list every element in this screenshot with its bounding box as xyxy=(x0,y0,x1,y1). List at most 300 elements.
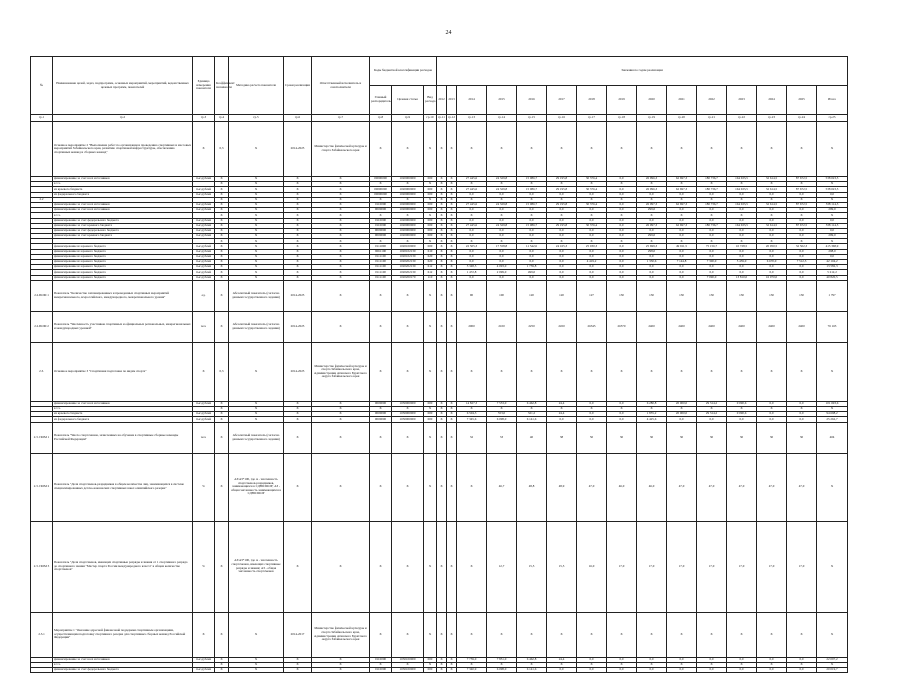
table-cell: 0,0 xyxy=(607,667,637,672)
table-cell: Х xyxy=(547,406,577,411)
table-cell: тыс.рублей xyxy=(193,417,215,422)
table-cell: 0,0 xyxy=(547,254,577,259)
table-cell: 0,0 xyxy=(577,208,607,213)
table-cell: Х xyxy=(667,612,697,657)
table-cell: 0,0 xyxy=(727,254,757,259)
table-cell: Х xyxy=(284,192,312,197)
table-cell: 6 141,6 xyxy=(517,417,547,422)
table-cell: 0,0 xyxy=(697,228,727,233)
table-cell: Х xyxy=(215,401,229,406)
row-name-cell: Показатель "Численность участников спортивных и официальных региональных, межрегиональных и международных уровней" xyxy=(53,311,193,342)
table-cell: Х xyxy=(312,422,370,453)
table-cell: 0,0 xyxy=(607,223,637,228)
table-cell: 29 195,8 xyxy=(547,223,577,228)
table-cell: Абсолютный показатель (согласно данным государственного задания) xyxy=(229,280,284,311)
table-cell: Х xyxy=(215,202,229,207)
table-cell: 0,0 xyxy=(757,192,787,197)
table-cell: 15 086,7 xyxy=(517,177,547,182)
table-cell: Х xyxy=(637,182,667,187)
table-cell: Х xyxy=(667,662,697,667)
table-cell: тыс.рублей xyxy=(193,275,215,280)
table-cell: 62 697,3 xyxy=(667,223,697,228)
table-cell: Х xyxy=(392,521,424,612)
table-cell: Х xyxy=(607,122,637,177)
table-cell: Х xyxy=(547,612,577,657)
row-name-cell: финансирование за счет федерального бюджета xyxy=(53,228,193,233)
table-cell: Х xyxy=(457,182,487,187)
table-row xyxy=(31,667,848,672)
table-cell: Х xyxy=(284,202,312,207)
table-cell: 24 165,3 xyxy=(547,244,577,249)
table-cell: 000 xyxy=(424,417,437,422)
table-cell: Х xyxy=(312,202,370,207)
table-cell: 299,0 xyxy=(817,234,848,239)
table-cell: 2400 xyxy=(757,311,787,342)
table-cell: тыс.рублей xyxy=(193,249,215,254)
table-cell: 0,0 xyxy=(757,417,787,422)
table-cell: Х xyxy=(312,197,370,202)
table-cell: 6 098,0 xyxy=(487,417,517,422)
row-name-cell: финансирование за счет всех источников xyxy=(53,177,193,182)
table-cell: Х xyxy=(437,270,447,275)
table-cell: Х xyxy=(697,662,727,667)
column-number-cell: гр.8 xyxy=(370,115,392,122)
header-period: Сроки реализации xyxy=(284,57,312,115)
table-cell: 24 329,8 xyxy=(487,177,517,182)
table-cell: Х xyxy=(547,213,577,218)
table-cell: Х xyxy=(312,275,370,280)
table-cell: 0,0 xyxy=(727,228,757,233)
header-kbk: Коды бюджетной классификации расходов xyxy=(370,57,437,86)
table-cell: Х xyxy=(447,406,457,411)
table-cell: 29 195,8 xyxy=(547,187,577,192)
table-cell: 000 xyxy=(424,218,437,223)
header-name: Наименование целей, задач, подпрограмм, основных мероприятий, мероприятий, ведомственных целевых программ, показателей xyxy=(53,57,193,115)
table-cell: 0,0 xyxy=(727,208,757,213)
table-cell: 32 614,5 xyxy=(757,187,787,192)
table-cell: 94 698,2 xyxy=(817,412,848,417)
table-cell: 26 996,3 xyxy=(637,187,667,192)
table-cell: 000 xyxy=(424,657,437,662)
table-cell: % xyxy=(193,521,215,612)
column-number-cell: гр.23 xyxy=(757,115,787,122)
table-cell: Х xyxy=(697,239,727,244)
table-cell: Х xyxy=(284,244,312,249)
table-cell: Х xyxy=(517,239,547,244)
table-cell: 0,0 xyxy=(607,270,637,275)
table-cell: Х xyxy=(447,202,457,207)
table-cell: Х xyxy=(437,521,447,612)
table-cell: Х xyxy=(312,177,370,182)
header-coef: Коэффициент значимости xyxy=(215,57,229,115)
column-number-cell: гр.5 xyxy=(229,115,284,122)
table-cell: 0,0 xyxy=(667,265,697,270)
table-cell: 6 141,6 xyxy=(517,667,547,672)
table-cell: Х xyxy=(215,260,229,265)
table-cell: 1020000000 xyxy=(392,202,424,207)
table-cell: 62 697,3 xyxy=(667,187,697,192)
table-cell: Х xyxy=(447,412,457,417)
table-cell: Х xyxy=(727,122,757,177)
table-cell: Х xyxy=(447,223,457,228)
table-cell: Министерство физической культуры и спорта Забайкальского края xyxy=(312,122,370,177)
table-cell: 0,0 xyxy=(457,218,487,223)
table-cell: 0,0 xyxy=(457,254,487,259)
table-cell: Х xyxy=(284,218,312,223)
table-cell: Х xyxy=(437,667,447,672)
header-vr: Вид расхода xyxy=(424,86,437,115)
table-cell: 0,0 xyxy=(577,275,607,280)
row-name-cell: финансирование за счет федерального бюджета xyxy=(53,667,193,672)
column-number-cell: гр.10 xyxy=(424,115,437,122)
table-cell: 0,0 xyxy=(607,208,637,213)
table-cell: Х xyxy=(370,453,392,521)
table-cell: 0,0 xyxy=(607,401,637,406)
column-number-cell: гр.25 xyxy=(817,115,848,122)
table-cell: 30 xyxy=(697,422,727,453)
table-cell: Х xyxy=(637,239,667,244)
table-cell: Х xyxy=(457,453,487,521)
table-cell: Х xyxy=(757,182,787,187)
header-executor: Ответственный исполнитель и соисполнители xyxy=(312,57,370,115)
column-number-cell: гр.14 xyxy=(487,115,517,122)
table-cell: Х xyxy=(215,412,229,417)
table-cell: 0110000 xyxy=(370,218,392,223)
table-cell: Х xyxy=(437,275,447,280)
table-cell: Х xyxy=(637,197,667,202)
table-cell: 298,0 xyxy=(817,249,848,254)
table-cell: 0,0 xyxy=(757,667,787,672)
table-cell: 1020000000 xyxy=(392,177,424,182)
table-cell: 46,0 xyxy=(637,453,667,521)
table-cell: Х xyxy=(215,311,229,342)
column-number-cell: гр.7 xyxy=(312,115,370,122)
row-name-cell: финансирование из краевого бюджета xyxy=(53,249,193,254)
table-cell: Х xyxy=(727,213,757,218)
header-year: 2012 xyxy=(437,86,447,115)
table-cell: 32 502,3 xyxy=(787,244,817,249)
table-cell: 20 000,0 xyxy=(667,401,697,406)
table-cell: 1030000000 xyxy=(392,412,424,417)
table-cell: Х xyxy=(447,122,457,177)
table-cell: 48,9 xyxy=(547,453,577,521)
table-cell: Х xyxy=(424,612,437,657)
table-cell: 1020000000 xyxy=(392,192,424,197)
table-cell: 0,0 xyxy=(697,218,727,223)
table-cell: Х xyxy=(215,187,229,192)
table-cell: Х xyxy=(757,342,787,401)
table-cell: Х xyxy=(215,228,229,233)
header-year: 2023 xyxy=(727,86,757,115)
table-cell: Х xyxy=(229,249,284,254)
table-cell: Х xyxy=(229,417,284,422)
table-cell: Х xyxy=(517,406,547,411)
table-cell: 32 614,5 xyxy=(757,223,787,228)
row-name-cell: Показатель "Количество запланированных и проведенных спортивных мероприятий межрегионального, всероссийского, международного, межрегионального уровня" xyxy=(53,280,193,311)
table-cell: 15,5 xyxy=(517,521,547,612)
table-cell: 47,0 xyxy=(757,453,787,521)
table-cell: 7 300,0 xyxy=(697,260,727,265)
table-cell: 0,0 xyxy=(637,254,667,259)
table-cell: Х xyxy=(229,244,284,249)
table-cell: 26 097,3 xyxy=(637,202,667,207)
table-cell: Х xyxy=(577,342,607,401)
row-name-cell: из краевого бюджета xyxy=(53,187,193,192)
table-cell: 299,0 xyxy=(637,234,667,239)
table-cell: 620 xyxy=(424,254,437,259)
table-cell: 14 827,3 xyxy=(457,401,487,406)
table-cell: 0,0 xyxy=(547,275,577,280)
table-row xyxy=(31,521,848,612)
table-cell: 0111100 xyxy=(370,265,392,270)
table-cell: 2400 xyxy=(667,311,697,342)
table-cell: Х xyxy=(193,342,215,401)
table-cell: 0,0 xyxy=(517,234,547,239)
table-cell: 0,0 xyxy=(547,192,577,197)
table-cell: 180 736,7 xyxy=(697,202,727,207)
table-cell: 130 xyxy=(727,280,757,311)
table-cell: 0,0 xyxy=(787,667,817,672)
table-cell: Х xyxy=(437,177,447,182)
table-cell: 100 xyxy=(487,280,517,311)
table-cell: 0,0 xyxy=(637,657,667,662)
table-cell: Х xyxy=(817,182,848,187)
table-cell: 15 086,7 xyxy=(517,187,547,192)
table-cell: Х xyxy=(284,453,312,521)
table-cell: тыс.рублей xyxy=(193,265,215,270)
table-cell: Х xyxy=(370,342,392,401)
table-cell: Х xyxy=(312,667,370,672)
table-cell: 0,0 xyxy=(487,275,517,280)
table-cell: Х xyxy=(229,342,284,401)
table-cell: Х xyxy=(312,234,370,239)
row-name-cell: Мероприятие 1 "Оказание адресной финансовой поддержки спортивным организациям, осуществляющим подготовку спортивного резерва для спортивных сборных команд Российской Федерации" xyxy=(53,612,193,657)
table-cell: 0,0 xyxy=(547,208,577,213)
table-cell: 0,0 xyxy=(757,228,787,233)
table-cell: Х xyxy=(215,218,229,223)
table-cell: 6 504,3 xyxy=(457,412,487,417)
table-cell: Х xyxy=(215,657,229,662)
table-cell: Х xyxy=(447,521,457,612)
table-cell: Х xyxy=(215,417,229,422)
table-cell: Х xyxy=(447,417,457,422)
table-cell: Х xyxy=(312,280,370,311)
table-cell: 0,0 xyxy=(787,249,817,254)
row-name-cell: Основное мероприятие 3 "Спортивная подготовка по видам спорта" xyxy=(53,342,193,401)
table-cell: Х xyxy=(370,239,392,244)
table-cell: 0,0 xyxy=(607,260,637,265)
table-cell: Х xyxy=(229,412,284,417)
table-cell: Х xyxy=(424,422,437,453)
table-cell: Х xyxy=(667,182,697,187)
table-cell: 0,0 xyxy=(787,265,817,270)
table-cell: Х xyxy=(637,406,667,411)
table-cell: Х xyxy=(392,182,424,187)
table-cell: Х xyxy=(727,342,757,401)
table-cell: Х xyxy=(370,521,392,612)
table-cell: 0,0 xyxy=(757,412,787,417)
table-cell: 15 086,7 xyxy=(517,223,547,228)
table-cell: Х xyxy=(215,177,229,182)
table-cell: Х xyxy=(424,213,437,218)
table-cell: 0110000 xyxy=(370,223,392,228)
row-number-cell: 2.3.1 xyxy=(31,612,53,657)
table-cell: Х xyxy=(437,453,447,521)
table-cell: 7 090,0 xyxy=(697,275,727,280)
table-cell: Х xyxy=(215,662,229,667)
table-cell: 6 670,0 xyxy=(757,260,787,265)
table-cell: 553,0 xyxy=(487,412,517,417)
table-cell: 47,0 xyxy=(577,453,607,521)
table-cell: Х xyxy=(312,521,370,612)
table-cell: 0111000 xyxy=(370,244,392,249)
table-cell: 127 xyxy=(577,280,607,311)
row-name-cell: из федерального бюджета xyxy=(53,192,193,197)
table-cell: Х xyxy=(517,182,547,187)
table-cell: Х xyxy=(637,662,667,667)
table-cell: 0,0 xyxy=(517,192,547,197)
header-year: 2022 xyxy=(697,86,727,115)
table-cell: Х xyxy=(457,406,487,411)
table-cell: 0,0 xyxy=(547,228,577,233)
table-cell: Х xyxy=(229,213,284,218)
table-cell: 0,0 xyxy=(607,218,637,223)
table-cell: тыс.рублей xyxy=(193,657,215,662)
row-name-cell: в т.ч. xyxy=(53,406,193,411)
table-cell: 00000000 xyxy=(370,187,392,192)
table-cell: 87 672,5 xyxy=(787,187,817,192)
table-cell: 26 996,3 xyxy=(637,177,667,182)
header-year: 2024 xyxy=(757,86,787,115)
table-cell: Х xyxy=(215,270,229,275)
table-cell: Х xyxy=(637,122,667,177)
table-cell: Х xyxy=(312,406,370,411)
table-cell: тыс.рублей xyxy=(193,177,215,182)
table-cell: 0111100 xyxy=(370,275,392,280)
table-cell: Х xyxy=(215,422,229,453)
table-cell: 0,0 xyxy=(817,228,848,233)
table-cell: Х xyxy=(312,453,370,521)
table-cell: 130 xyxy=(757,280,787,311)
table-cell: тыс.рублей xyxy=(193,202,215,207)
row-name-cell: финансирование за счет федерального бюджета xyxy=(53,218,193,223)
row-number-cell: 2.2.ПОМ 1 xyxy=(31,280,53,311)
table-cell: 0,0 xyxy=(667,417,697,422)
table-cell: Х xyxy=(447,280,457,311)
table-cell: 1020202130 xyxy=(392,260,424,265)
table-cell: Х xyxy=(487,182,517,187)
table-cell: Х xyxy=(193,122,215,177)
table-cell: 0,0 xyxy=(577,265,607,270)
row-number-cell: 2.3. ПОМ 2 xyxy=(31,453,53,521)
table-cell: 25 699,3 xyxy=(637,244,667,249)
table-cell: Х xyxy=(697,612,727,657)
table-cell: 47,0 xyxy=(787,453,817,521)
table-cell: Х xyxy=(437,244,447,249)
table-cell: 32 614,5 xyxy=(757,177,787,182)
table-cell: 0,0 xyxy=(727,234,757,239)
table-cell: 0,0 xyxy=(577,657,607,662)
table-cell: 87 672,5 xyxy=(787,177,817,182)
table-cell: 0,0 xyxy=(697,667,727,672)
table-cell: 0,0 xyxy=(697,249,727,254)
table-cell: Х xyxy=(312,662,370,667)
table-cell: 164 633,5 xyxy=(727,223,757,228)
column-number-cell: гр.20 xyxy=(667,115,697,122)
table-cell: Х xyxy=(787,197,817,202)
table-cell: Х xyxy=(487,122,517,177)
table-cell: 164 633,5 xyxy=(727,187,757,192)
column-number-cell: гр.18 xyxy=(607,115,637,122)
table-cell: Х xyxy=(487,342,517,401)
table-cell: 0,0 xyxy=(757,270,787,275)
table-cell: 75 156,7 xyxy=(697,244,727,249)
table-cell: 0,0 xyxy=(577,192,607,197)
table-cell: Х xyxy=(757,239,787,244)
table-cell: 46,7 xyxy=(487,453,517,521)
table-cell: 0,3 xyxy=(215,342,229,401)
table-cell: 5 212,2 xyxy=(817,270,848,275)
table-cell: 0,0 xyxy=(487,234,517,239)
column-number-cell: гр.6 xyxy=(284,115,312,122)
table-cell: Х xyxy=(487,662,517,667)
table-cell: 000 xyxy=(424,234,437,239)
table-cell: Х xyxy=(370,612,392,657)
table-cell: 321,2 xyxy=(517,412,547,417)
table-cell: 1 330,6 xyxy=(637,260,667,265)
table-cell: Х xyxy=(392,422,424,453)
table-cell: Х xyxy=(437,612,447,657)
table-cell: 0,0 xyxy=(757,208,787,213)
table-cell: 0,0 xyxy=(727,417,757,422)
table-cell: 40 820,5 xyxy=(817,275,848,280)
row-number-cell xyxy=(31,122,53,177)
table-cell: 30 xyxy=(637,422,667,453)
header-year: 2013 xyxy=(447,86,457,115)
table-cell: 4 419,2 xyxy=(577,260,607,265)
table-cell: 0,0 xyxy=(727,270,757,275)
table-cell: 0,0 xyxy=(547,417,577,422)
table-cell: Х xyxy=(787,662,817,667)
table-cell: тыс.рублей xyxy=(193,208,215,213)
row-name-cell: из федерального бюджета xyxy=(53,417,193,422)
table-cell: Х xyxy=(577,122,607,177)
table-cell: 0 090,6 xyxy=(727,401,757,406)
table-cell: Х xyxy=(447,342,457,401)
table-cell: Х xyxy=(727,239,757,244)
table-cell: Х xyxy=(437,218,447,223)
table-cell: 1 797 xyxy=(817,280,848,311)
table-cell: Х xyxy=(437,265,447,270)
table-cell: Х xyxy=(229,667,284,672)
table-cell: 27 445,6 xyxy=(457,202,487,207)
table-cell: Х xyxy=(215,213,229,218)
table-cell: 11 542,6 xyxy=(517,244,547,249)
table-cell: Х xyxy=(437,254,447,259)
row-number-cell: 2.2.ПОМ 2 xyxy=(31,311,53,342)
column-number-cell: гр.24 xyxy=(787,115,817,122)
table-cell: Х xyxy=(447,422,457,453)
table-cell: 0,0 xyxy=(517,249,547,254)
table-cell: Х xyxy=(370,662,392,667)
table-cell: 47,0 xyxy=(697,453,727,521)
table-cell: Х xyxy=(447,239,457,244)
table-cell: Х xyxy=(447,401,457,406)
row-number-cell: 2.2 xyxy=(31,197,53,202)
table-cell: 1 855,2 xyxy=(637,412,667,417)
table-cell: 130 xyxy=(667,280,697,311)
header-total: Итого xyxy=(817,86,848,115)
